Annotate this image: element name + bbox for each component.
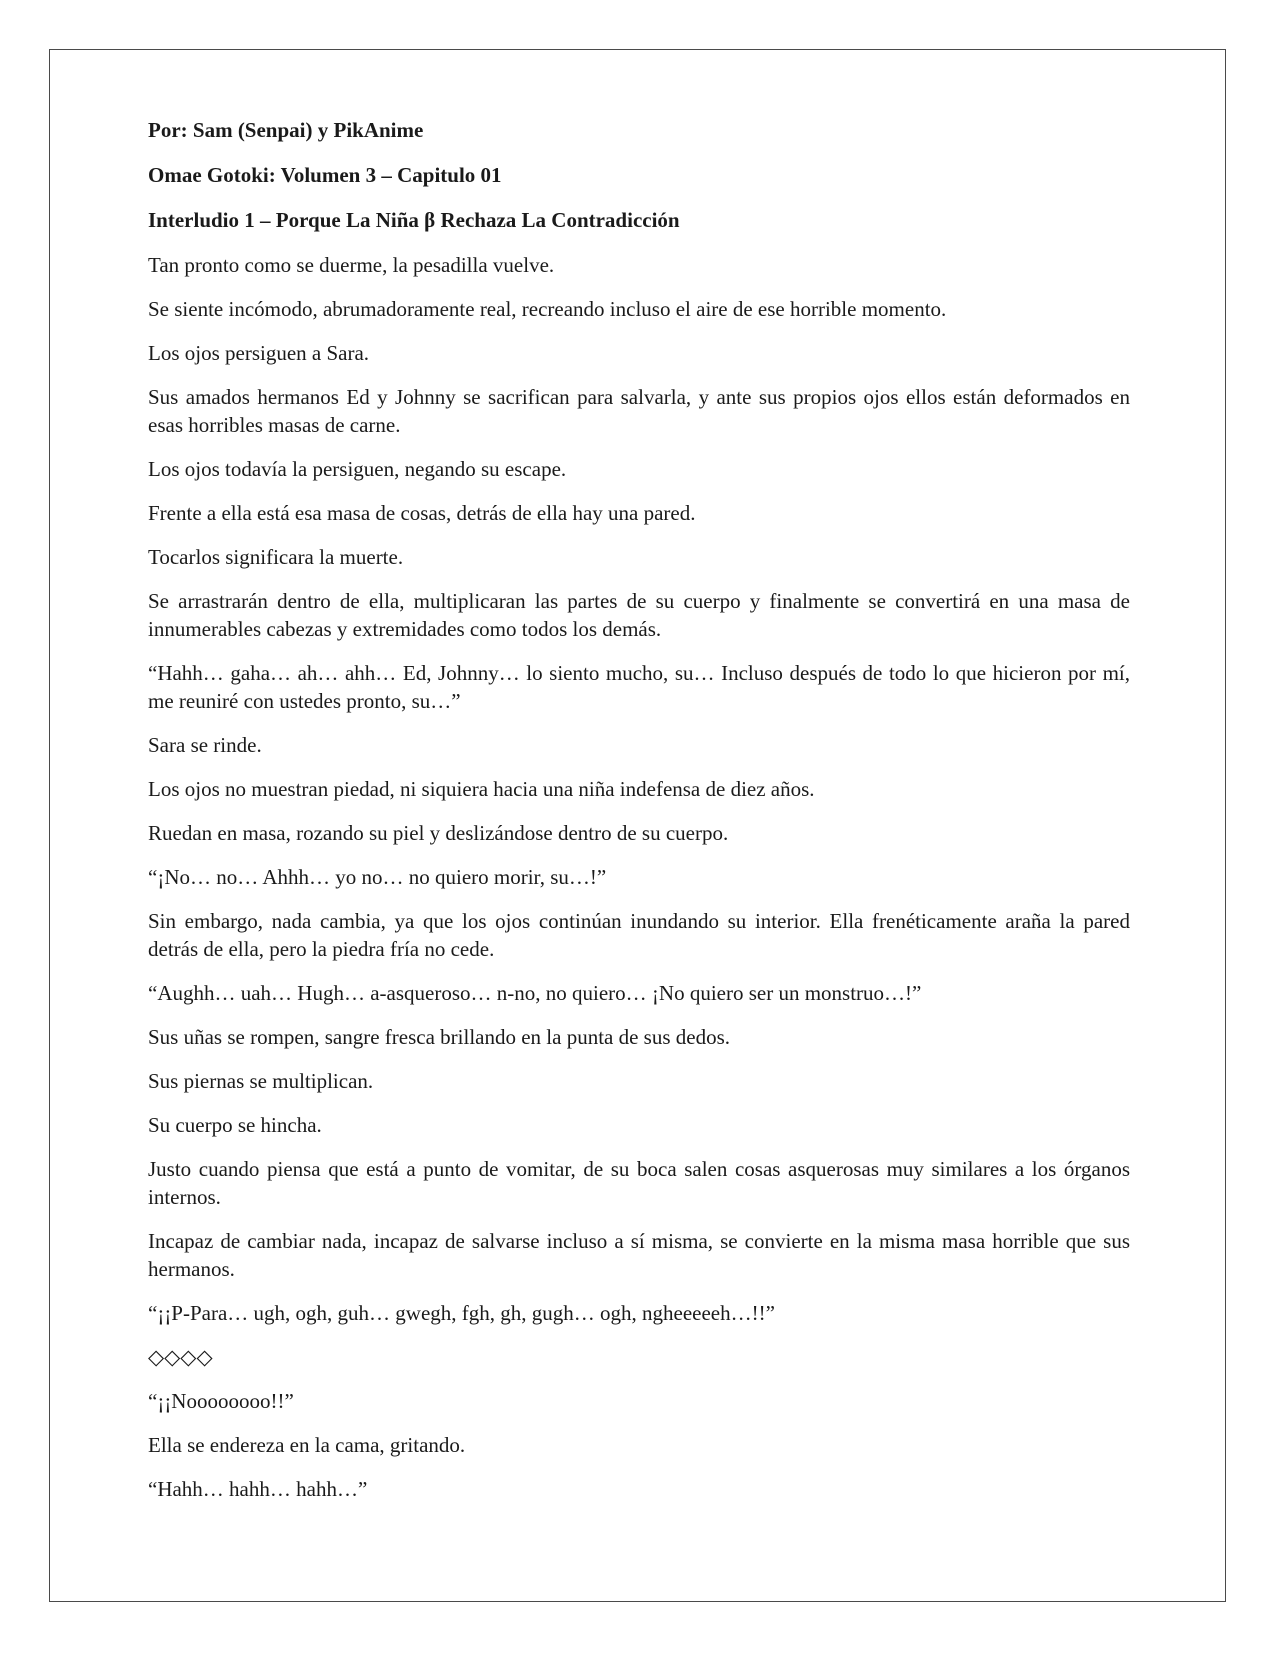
paragraph: Se siente incómodo, abrumadoramente real, recreando incluso el aire de ese horrible momento. bbox=[148, 297, 947, 321]
paragraph: “¡¡P-Para… ugh, ogh, guh… gwegh, fgh, gh, gugh… ogh, ngheeeeeh…!!” bbox=[148, 1301, 775, 1325]
paragraph: Ruedan en masa, rozando su piel y deslizándose dentro de su cuerpo. bbox=[148, 821, 729, 845]
paragraph: “¡¡Noooooooo!!” bbox=[148, 1389, 294, 1413]
paragraph: Sin embargo, nada cambia, ya que los ojos continúan inundando su interior. Ella frenéticamente araña la pared detrás de ella, pero la piedra fría no cede. bbox=[148, 909, 1130, 961]
interlude-title: Interludio 1 – Porque La Niña β Rechaza La Contradicción bbox=[148, 208, 680, 232]
paragraph: Frente a ella está esa masa de cosas, detrás de ella hay una pared. bbox=[148, 501, 696, 525]
paragraph: Tocarlos significara la muerte. bbox=[148, 545, 404, 569]
paragraph: Tan pronto como se duerme, la pesadilla vuelve. bbox=[148, 253, 555, 277]
paragraph: “Hahh… gaha… ah… ahh… Ed, Johnny… lo siento mucho, su… Incluso después de todo lo que hicieron por mí, me reuniré con ustedes pronto, su…” bbox=[148, 661, 1130, 713]
paragraph: “Aughh… uah… Hugh… a-asqueroso… n-no, no quiero… ¡No quiero ser un monstruo…!” bbox=[148, 981, 922, 1005]
document-body bbox=[148, 116, 1130, 1519]
scene-break: ◇◇◇◇ bbox=[148, 1345, 213, 1369]
paragraph: Los ojos todavía la persiguen, negando su escape. bbox=[148, 457, 567, 481]
paragraph: Su cuerpo se hincha. bbox=[148, 1113, 322, 1137]
paragraph: “¡No… no… Ahhh… yo no… no quiero morir, su…!” bbox=[148, 865, 607, 889]
paragraph: “Hahh… hahh… hahh…” bbox=[148, 1477, 368, 1501]
paragraph: Se arrastrarán dentro de ella, multiplicaran las partes de su cuerpo y finalmente se convertirá en una masa de innumerables cabezas y extremidades como todos los demás. bbox=[148, 589, 1130, 641]
paragraph: Sus uñas se rompen, sangre fresca brillando en la punta de sus dedos. bbox=[148, 1025, 731, 1049]
paragraph: Los ojos no muestran piedad, ni siquiera hacia una niña indefensa de diez años. bbox=[148, 777, 815, 801]
paragraph: Justo cuando piensa que está a punto de vomitar, de su boca salen cosas asquerosas muy similares a los órganos internos. bbox=[148, 1157, 1130, 1209]
paragraph: Los ojos persiguen a Sara. bbox=[148, 341, 370, 365]
paragraph: Sus piernas se multiplican. bbox=[148, 1069, 374, 1093]
paragraph: Sara se rinde. bbox=[148, 733, 262, 757]
volume-chapter-title: Omae Gotoki: Volumen 3 – Capitulo 01 bbox=[148, 163, 502, 187]
author-credit: Por: Sam (Senpai) y PikAnime bbox=[148, 118, 424, 142]
paragraph: Ella se endereza en la cama, gritando. bbox=[148, 1433, 466, 1457]
paragraph: Incapaz de cambiar nada, incapaz de salvarse incluso a sí misma, se convierte en la misma masa horrible que sus hermanos. bbox=[148, 1229, 1130, 1281]
paragraph: Sus amados hermanos Ed y Johnny se sacrifican para salvarla, y ante sus propios ojos ellos están deformados en esas horribles masas de carne. bbox=[148, 385, 1130, 437]
